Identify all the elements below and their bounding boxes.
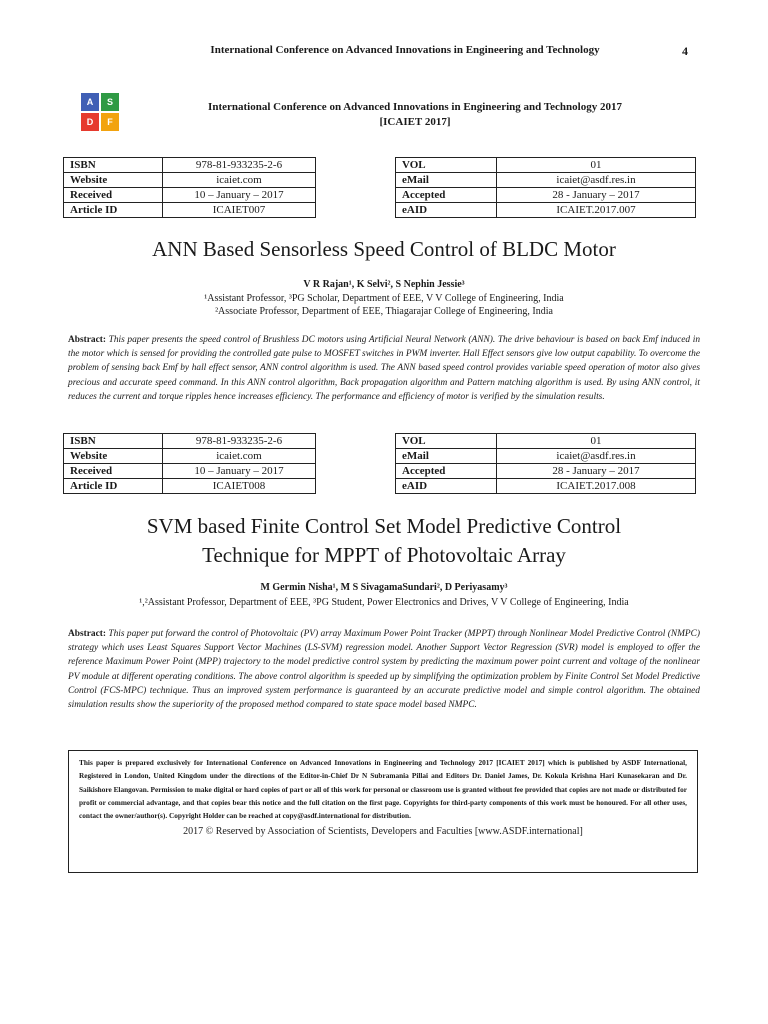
paper1-affiliation-1: ¹Assistant Professor, ³PG Scholar, Department of EEE, V V College of Engineering, India (204, 293, 564, 304)
meta-label: Accepted (396, 464, 497, 479)
meta-label: eMail (396, 449, 497, 464)
paper2-title-line-1: SVM based Finite Control Set Model Predictive Control (146, 514, 622, 538)
meta-label: eAID (396, 203, 497, 218)
table-row (64, 158, 316, 173)
meta-label: ISBN (64, 434, 163, 449)
meta-label: eAID (396, 479, 497, 494)
conference-name: International Conference on Advanced Innovations in Engineering and Technology 2017 (208, 101, 622, 113)
paper2-abstract (68, 627, 700, 712)
abstract-label: Abstract: (68, 629, 107, 639)
table-row (64, 434, 316, 449)
meta-value: icaiet.com (163, 173, 316, 188)
table-row (64, 173, 316, 188)
conference-acronym: [ICAIET 2017] (379, 116, 451, 128)
table-row (396, 479, 696, 494)
logo-cell-s: S (101, 93, 119, 111)
table-row (64, 479, 316, 494)
meta-value: 10 – January – 2017 (163, 464, 316, 479)
meta-label: ISBN (64, 158, 163, 173)
meta-value: ICAIET.2017.007 (497, 203, 696, 218)
abstract-text: This paper presents the speed control of Brushless DC motors using Artificial Neural Network (ANN). The drive behaviour is based on back Emf induced in the motor which is sensed for providing the controlled gate pulse to MOSFET switches in PWM inverter. Hall Effect sensors give low output capability. To overcome the problem of sensing back Emf by hall effect sensor, ANN control algorithm is used. The ANN based speed control provides variable speed operation of motor also gives precious and accurate speed command. In this ANN control algorithm, Back propagation algorithm and Pattern matching algorithm is used. By using ANN control, it reduces the current and torque ripples hence increases efficiency. The performance and efficiency of motor is verified by the simulation results. (68, 335, 701, 402)
paper1-meta-right-table (395, 157, 696, 218)
meta-label: VOL (396, 158, 497, 173)
copyright-line: 2017 © Reserved by Association of Scientists, Developers and Faculties [www.ASDF.international] (183, 826, 583, 838)
table-row (396, 173, 696, 188)
paper2-affiliation-1: ¹,²Assistant Professor, Department of EEE, ³PG Student, Power Electronics and Drives, V V College of Engineering, India (139, 597, 629, 608)
meta-label: Article ID (64, 479, 163, 494)
meta-value: icaiet@asdf.res.in (497, 449, 696, 464)
paper1-abstract (68, 333, 700, 404)
meta-value: 978-81-933235-2-6 (163, 158, 316, 173)
meta-label: Received (64, 464, 163, 479)
table-row (64, 449, 316, 464)
paper1-meta-left-table (63, 157, 316, 218)
publication-notice-box (68, 750, 698, 873)
table-row (64, 188, 316, 203)
meta-value: 01 (497, 158, 696, 173)
logo-cell-d: D (81, 113, 99, 131)
meta-label: Accepted (396, 188, 497, 203)
asdf-logo (72, 90, 128, 138)
meta-value: 01 (497, 434, 696, 449)
table-row (396, 464, 696, 479)
meta-value: icaiet.com (163, 449, 316, 464)
table-row (396, 158, 696, 173)
paper1-affiliation-2: ²Associate Professor, Department of EEE, Thiagarajar College of Engineering, India (215, 306, 553, 317)
table-row (396, 203, 696, 218)
meta-value: icaiet@asdf.res.in (497, 173, 696, 188)
meta-value: 28 - January – 2017 (497, 188, 696, 203)
table-row (396, 188, 696, 203)
meta-value: 978-81-933235-2-6 (163, 434, 316, 449)
abstract-text: This paper put forward the control of Photovoltaic (PV) array Maximum Power Point Tracker (MPPT) through Nonlinear Model Predictive Control (NMPC) strategy which uses Least Squares Support Vector Machines (LS-SVM) regression model. Another Support Vector Regression (SVR) model is employed to offer the reference Maximum Power Point (MPP) trajectory to the model predictive control system by predicting the maximum power point current and voltage of the nonlinear PV module at different operating conditions. The above control algorithm is speeded up by simplifying the optimization problem by Finite Control Set Model Predictive Control (FCS-MPC) technique. Thus an improved system performance is guaranteed by an accurate predictive model and simple control algorithm. The obtained simulation results show the superiority of the proposed method compared to state space model based NMPC. (68, 629, 700, 711)
meta-value: 28 - January – 2017 (497, 464, 696, 479)
notice-text: This paper is prepared exclusively for International Conference on Advanced Innovations in Engineering and Technology 2017 [ICAIET 2017] which is published by ASDF International, Registered in London, United Kingdom under the directions of the Editor-in-Chief Dr N Subramania Pillai and Editors Dr. Daniel James, Dr. Kokula Krishna Hari Kunasekaran and Dr. Saikishore Elangovan. Permission to make digital or hard copies of part or all of this work for personal or classroom use is granted without fee provided that copies are not made or distributed for profit or commercial advantage, and that copies bear this notice and the full citation on the first page. Copyrights for third-party components of this work must be honoured. For all other uses, contact the owner/author(s). Copyright Holder can be reached at copy@asdf.international for distribution. (79, 758, 687, 821)
paper2-authors: M Germin Nisha¹, M S SivagamaSundari², D Periyasamy³ (260, 582, 508, 593)
meta-label: eMail (396, 173, 497, 188)
paper2-title-line-2: Technique for MPPT of Photovoltaic Array (202, 543, 566, 567)
meta-value: ICAIET008 (163, 479, 316, 494)
paper1-title: ANN Based Sensorless Speed Control of BLDC Motor (152, 237, 616, 261)
abstract-label: Abstract: (68, 335, 107, 345)
paper2-title (40, 512, 728, 570)
paper1-authors: V R Rajan¹, K Selvi², S Nephin Jessie³ (303, 279, 465, 290)
table-row (64, 203, 316, 218)
meta-label: Received (64, 188, 163, 203)
meta-value: ICAIET007 (163, 203, 316, 218)
meta-label: Website (64, 173, 163, 188)
paper2-meta-right-table (395, 433, 696, 494)
meta-label: Article ID (64, 203, 163, 218)
meta-value: 10 – January – 2017 (163, 188, 316, 203)
logo-cell-f: F (101, 113, 119, 131)
logo-cell-a: A (81, 93, 99, 111)
paper2-meta-left-table (63, 433, 316, 494)
running-header: International Conference on Advanced Innovations in Engineering and Technology (210, 44, 600, 56)
table-row (64, 464, 316, 479)
page-number: 4 (682, 44, 688, 58)
meta-label: VOL (396, 434, 497, 449)
table-row (396, 449, 696, 464)
conference-title (150, 100, 680, 130)
table-row (396, 434, 696, 449)
meta-label: Website (64, 449, 163, 464)
meta-value: ICAIET.2017.008 (497, 479, 696, 494)
